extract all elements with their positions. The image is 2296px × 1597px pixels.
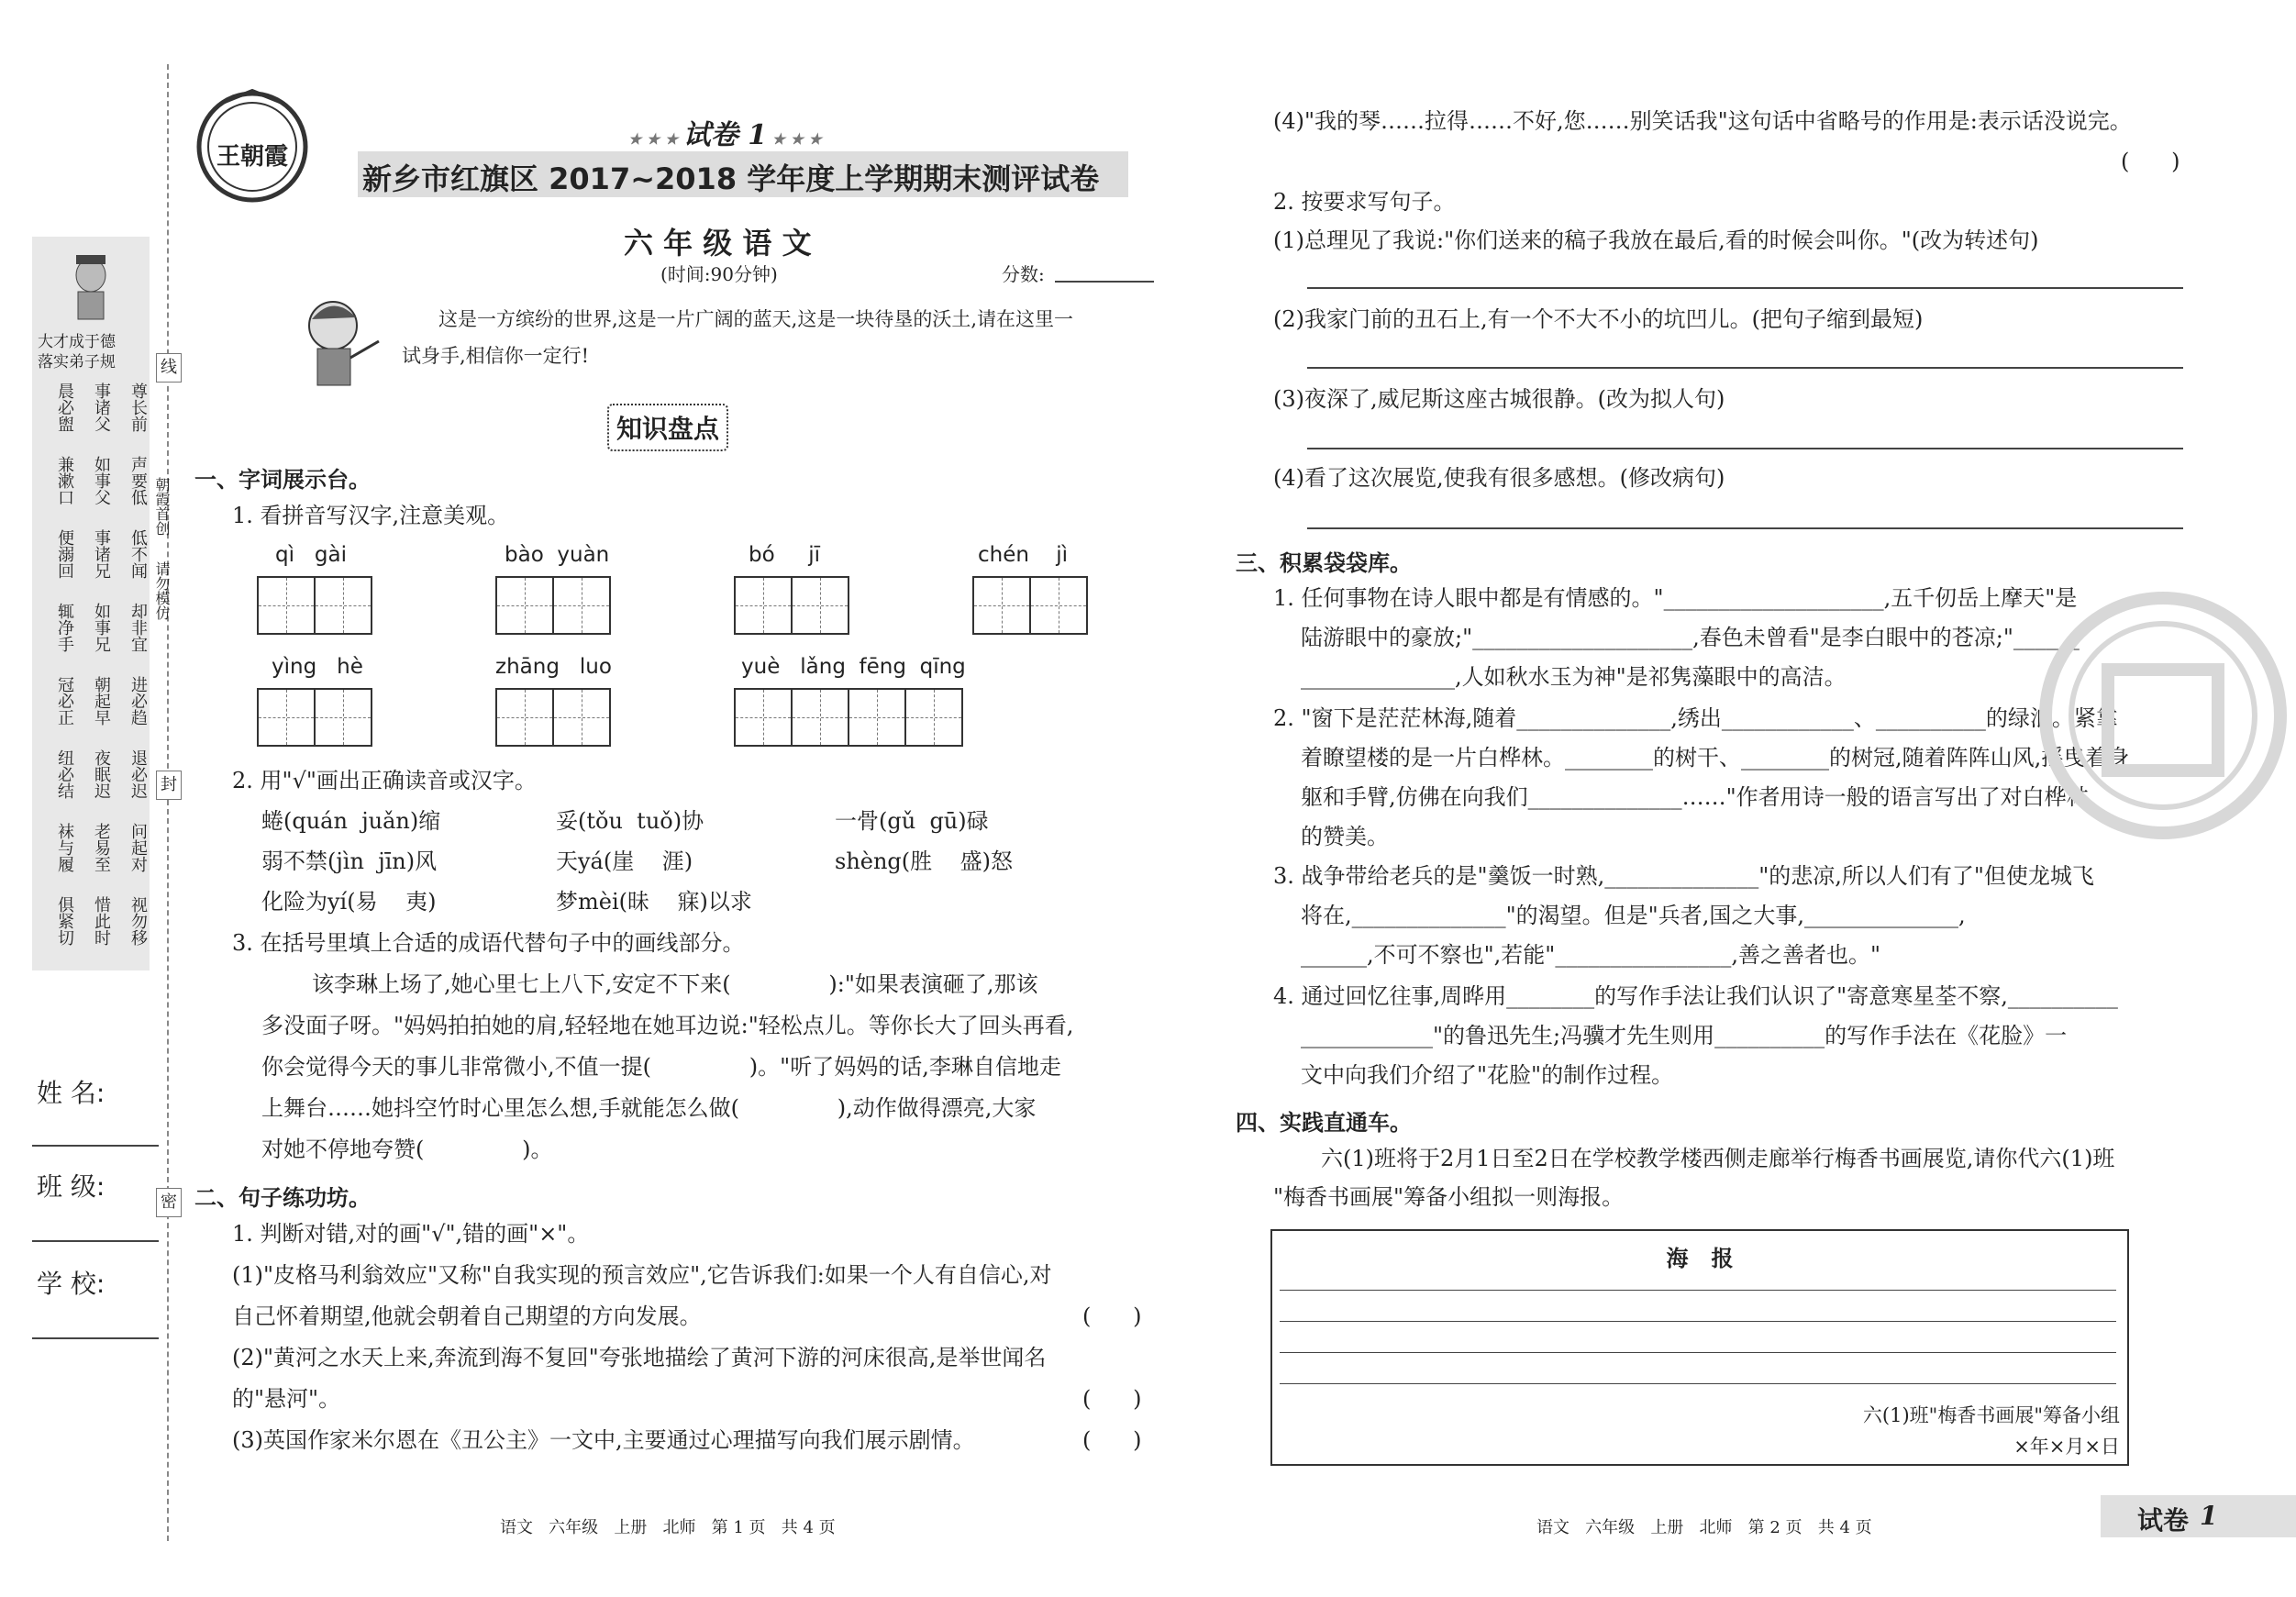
- poster-box[interactable]: [1270, 1229, 2129, 1466]
- passage-line-2: 多没面子呀。"妈妈拍拍她的肩,轻轻地在她耳边说:"轻松点儿。等你长大了回头再看,: [261, 1013, 1074, 1038]
- pinyin-7: yuè lǎng fēng qīng: [741, 655, 966, 679]
- passage-line-5: 对她不停地夸赞( )。: [261, 1137, 553, 1162]
- motto-item: 夜眠迟: [92, 749, 111, 799]
- judge-4-answer[interactable]: ( ): [2121, 149, 2180, 174]
- seal-char-1: 线: [156, 353, 182, 383]
- score-field[interactable]: [1055, 281, 1154, 283]
- question-1-2: 2. 用"√"画出正确读音或汉字。: [232, 768, 537, 793]
- grid-2[interactable]: [495, 576, 609, 635]
- motto-item: 便溺回: [55, 529, 74, 579]
- school-label: 学 校:: [37, 1269, 105, 1299]
- logo-text: 王朝霞: [216, 143, 289, 171]
- judge-2-line-2: 的"悬河"。: [232, 1386, 341, 1412]
- motto-item: 问起对: [128, 823, 148, 872]
- poster-line-4[interactable]: [1280, 1383, 2116, 1384]
- accumulation-line[interactable]: 着瞭望楼的是一片白桦林。________的树干、________的树冠,随着阵阵山风,摇曳着身: [1301, 745, 2130, 771]
- motto-item: 事诸兄: [92, 529, 111, 579]
- choice-item-5[interactable]: 天yá(崖 涯): [556, 848, 693, 874]
- choice-item-8[interactable]: 梦mèi(昧 寐)以求: [556, 889, 752, 915]
- question-2-2: 2. 按要求写句子。: [1273, 189, 1456, 215]
- name-label: 姓 名:: [37, 1078, 105, 1108]
- class-field[interactable]: [32, 1240, 159, 1242]
- section-3-title: 三、积累袋袋库。: [1236, 550, 1412, 576]
- motto-item: 冠必正: [55, 676, 74, 726]
- accumulation-line[interactable]: 陆游眼中的豪放;"____________________,春色未曾看"是李白眼中的苍凉;"______: [1301, 625, 2080, 650]
- accumulation-line[interactable]: ______________,人如秋水玉为神"是祁隽藻眼中的高洁。: [1301, 664, 1847, 690]
- intro-line-2: 试身手,相信你一定行!: [402, 345, 590, 367]
- accumulation-line[interactable]: ______,不可不察也",若能"________________,善之善者也。": [1301, 942, 1881, 968]
- motto-item: 朝起早: [92, 676, 111, 726]
- exam-time: (时间:90分钟): [660, 263, 778, 285]
- grid-3[interactable]: [734, 576, 848, 635]
- poster-date: ×年×月×日: [2013, 1436, 2120, 1458]
- passage-line-3: 你会觉得今天的事儿非常微小,不值一提( )。"听了妈妈的话,李琳自信地走: [261, 1054, 1061, 1080]
- seal-char-2: 封: [156, 771, 182, 800]
- seal-char-3: 密: [156, 1188, 182, 1217]
- series-text: 试卷: [682, 119, 738, 151]
- sidebar-slogan-2: 落实弟子规: [38, 353, 116, 372]
- accumulation-line[interactable]: ____________"的鲁迅先生;冯骥才先生则用__________的写作手法在《花脸》一: [1301, 1023, 2068, 1048]
- practice-line-1: 六(1)班将于2月1日至2日在学校教学楼西侧走廊举行梅香书画展览,请你代六(1)班: [1321, 1146, 2115, 1171]
- choice-item-6[interactable]: shèng(胜 盛)怒: [835, 848, 1014, 874]
- motto-item: 视勿移: [128, 896, 148, 946]
- grid-4[interactable]: [972, 576, 1086, 635]
- motto-item: 如事父: [92, 456, 111, 505]
- motto-item: 兼漱口: [55, 456, 74, 505]
- poster-signature: 六(1)班"梅香书画展"筹备小组: [1862, 1404, 2120, 1426]
- motto-item: 进必趋: [128, 676, 148, 726]
- accumulation-line[interactable]: 4. 通过回忆往事,周晔用________的写作手法让我们认识了"寄意寒星荃不察,__________: [1273, 983, 2118, 1009]
- corner-label: 试卷: [2137, 1505, 2190, 1536]
- pinyin-2: bào yuàn: [505, 543, 610, 567]
- school-field[interactable]: [32, 1337, 159, 1339]
- poster-line-1[interactable]: [1280, 1290, 2116, 1291]
- question-2-1: 1. 判断对错,对的画"√",错的画"×"。: [232, 1221, 590, 1247]
- copyright-note-1: 朝霞首创: [153, 477, 171, 536]
- judge-1-answer[interactable]: ( ): [1082, 1303, 1142, 1329]
- accumulation-line[interactable]: 躯和手臂,仿佛在向我们______________……"作者用诗一般的语言写出了对白桦林: [1301, 784, 2089, 810]
- grid-7[interactable]: [734, 688, 961, 747]
- motto-item: 却非宜: [128, 603, 148, 652]
- accumulation-line[interactable]: 2. "窗下是茫茫林海,随着______________,绣出____________、__________的绿浪。紧靠: [1273, 705, 2118, 731]
- watermark-stamp: [2035, 587, 2291, 844]
- practice-line-2: "梅香书画展"筹备小组拟一则海报。: [1273, 1184, 1625, 1210]
- motto-item: 事诸父: [92, 383, 111, 432]
- judge-1-line-1: (1)"皮格马利翁效应"又称"自我实现的预言效应",它告诉我们:如果一个人有自信心,对: [232, 1262, 1052, 1288]
- series-label: ★ ★ ★ 试卷 1 ★ ★ ★: [628, 119, 822, 151]
- copyright-note-2: 请勿模仿: [153, 561, 171, 620]
- judge-2-answer[interactable]: ( ): [1082, 1386, 1142, 1412]
- sidebar-motto-panel: [32, 237, 150, 970]
- poster-line-2[interactable]: [1280, 1321, 2116, 1322]
- accumulation-line[interactable]: 3. 战争带给老兵的是"羹饭一时熟,______________"的悲凉,所以人们有了"但使龙城飞: [1273, 863, 2094, 889]
- pinyin-1: qì gài: [275, 543, 348, 567]
- rewrite-2: (2)我家门前的丑石上,有一个不大不小的坑凹儿。(把句子缩到最短): [1273, 306, 1924, 332]
- section-1-title: 一、字词展示台。: [194, 467, 371, 493]
- rewrite-4: (4)看了这次展览,使我有很多感想。(修改病句): [1273, 465, 1725, 491]
- motto-item: 退必迟: [128, 749, 148, 799]
- motto-item: 老易至: [92, 823, 111, 872]
- rewrite-4-answer[interactable]: [1307, 527, 2183, 529]
- exam-title: 新乡市红旗区 2017~2018 学年度上学期期末测评试卷: [362, 161, 1100, 196]
- motto-item: 俱紧切: [55, 896, 74, 946]
- poster-title: 海 报: [1666, 1246, 1734, 1271]
- sidebar-slogan-1: 大才成于德: [38, 333, 116, 351]
- grid-6[interactable]: [495, 688, 609, 747]
- scholar-figure: [63, 250, 118, 323]
- motto-item: 晨必盥: [55, 383, 74, 432]
- passage-line-4: 上舞台……她抖空竹时心里怎么想,手就能怎么做( ),动作做得漂亮,大家: [261, 1095, 1037, 1121]
- page-2-footer: 语文 六年级 上册 北师 第 2 页 共 4 页: [1536, 1518, 1872, 1537]
- motto-item: 袜与履: [55, 823, 74, 872]
- choice-item-3[interactable]: 一骨(gǔ gū)碌: [835, 808, 989, 834]
- corner-number: 1: [2200, 1501, 2218, 1531]
- intro-line-1: 这是一方缤纷的世界,这是一片广阔的蓝天,这是一块待垦的沃土,请在这里一: [438, 308, 1074, 330]
- motto-item: 惜此时: [92, 896, 111, 946]
- accumulation-line[interactable]: 将在,______________"的渴望。但是"兵者,国之大事,______________,: [1301, 903, 1966, 928]
- judge-1-line-2: 自己怀着期望,他就会朝着自己期望的方向发展。: [232, 1303, 702, 1329]
- binding-line: [167, 64, 169, 1541]
- rewrite-3-answer[interactable]: [1307, 448, 2183, 449]
- pinyin-3: bó jī: [749, 543, 821, 567]
- pinyin-6: zhāng luo: [495, 655, 612, 679]
- section-2-title: 二、句子练功坊。: [194, 1185, 371, 1211]
- judge-2-line-1: (2)"黄河之水天上来,奔流到海不复回"夸张地描绘了黄河下游的河床很高,是举世闻名: [232, 1345, 1047, 1370]
- passage-line-1: 该李琳上场了,她心里七上八下,安定不下来( ):"如果表演砸了,那该: [312, 971, 1038, 997]
- question-1-3: 3. 在括号里填上合适的成语代替句子中的画线部分。: [232, 930, 745, 956]
- motto-item: 声要低: [128, 456, 148, 505]
- motto-item: 尊长前: [128, 383, 148, 432]
- name-field[interactable]: [32, 1145, 159, 1147]
- judge-3-line: (3)英国作家米尔恩在《丑公主》一文中,主要通过心理描写向我们展示剧情。: [232, 1427, 975, 1453]
- poster-line-3[interactable]: [1280, 1352, 2116, 1353]
- section-badge: 知识盘点: [607, 404, 728, 451]
- pinyin-4: chén jì: [978, 543, 1068, 567]
- page-1-footer: 语文 六年级 上册 北师 第 1 页 共 4 页: [500, 1518, 836, 1537]
- motto-item: 低不闻: [128, 529, 148, 579]
- question-1-1: 1. 看拼音写汉字,注意美观。: [232, 503, 510, 528]
- choice-item-7[interactable]: 化险为yí(易 夷): [261, 889, 437, 915]
- rewrite-3: (3)夜深了,威尼斯这座古城很静。(改为拟人句): [1273, 386, 1725, 412]
- girl-illustration: [292, 294, 393, 394]
- judge-3-answer[interactable]: ( ): [1082, 1427, 1142, 1453]
- motto-item: 如事兄: [92, 603, 111, 652]
- rewrite-1: (1)总理见了我说:"你们送来的稿子我放在最后,看的时候会叫你。"(改为转述句): [1273, 227, 2039, 253]
- motto-item: 辄净手: [55, 603, 74, 652]
- rewrite-1-answer[interactable]: [1307, 287, 2183, 289]
- corner-tab: [2101, 1495, 2296, 1537]
- class-label: 班 级:: [37, 1171, 105, 1202]
- grid-1[interactable]: [257, 576, 371, 635]
- score-label: 分数:: [1002, 263, 1045, 285]
- accumulation-line[interactable]: 文中向我们介绍了"花脸"的制作过程。: [1301, 1062, 1674, 1088]
- grid-5[interactable]: [257, 688, 371, 747]
- series-number: 1: [748, 119, 768, 151]
- section-4-title: 四、实践直通车。: [1236, 1110, 1412, 1136]
- accumulation-line[interactable]: 1. 任何事物在诗人眼中都是有情感的。"____________________,五千仞岳上摩天"是: [1273, 585, 2078, 611]
- pinyin-5: yìng hè: [272, 655, 363, 679]
- judge-4-line: (4)"我的琴……拉得……不好,您……别笑话我"这句话中省略号的作用是:表示话没说完。: [1273, 108, 2132, 134]
- accumulation-line[interactable]: 的赞美。: [1301, 824, 1389, 849]
- subject-title: 六 年 级 语 文: [624, 226, 812, 261]
- rewrite-2-answer[interactable]: [1307, 367, 2183, 369]
- choice-item-1[interactable]: 蜷(quán juǎn)缩: [261, 808, 441, 834]
- choice-item-4[interactable]: 弱不禁(jìn jīn)风: [261, 848, 438, 874]
- choice-item-2[interactable]: 妥(tǒu tuǒ)协: [556, 808, 704, 834]
- motto-item: 纽必结: [55, 749, 74, 799]
